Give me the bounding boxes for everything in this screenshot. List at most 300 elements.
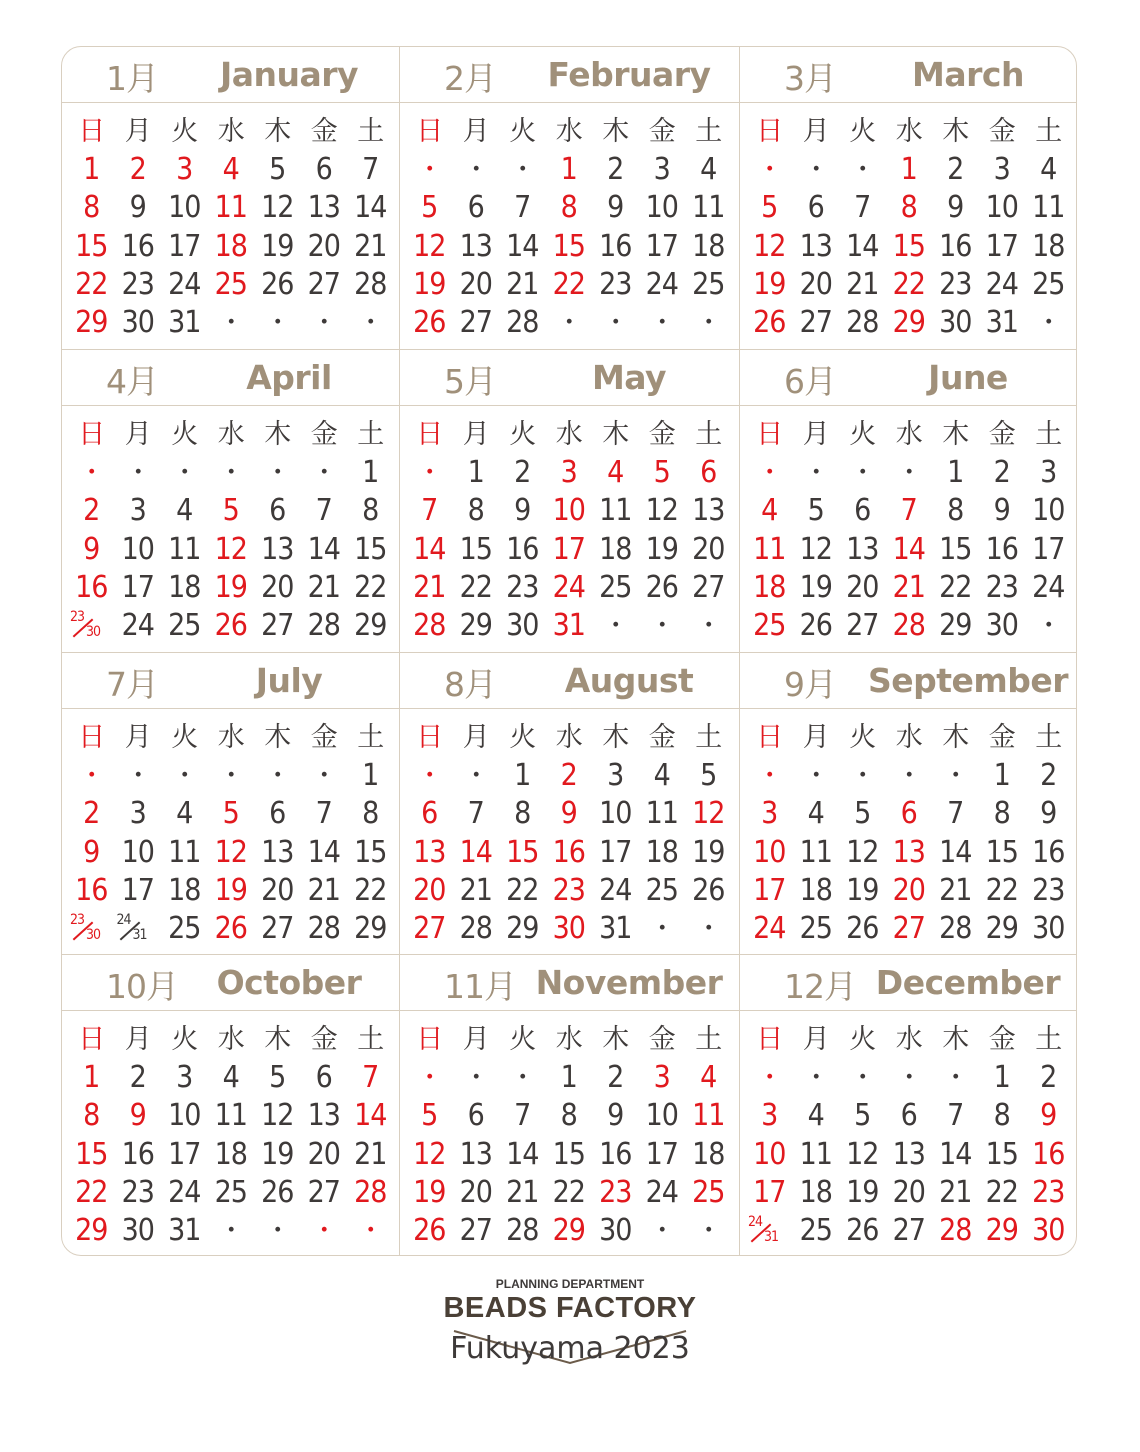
day-cell: 23 [552, 872, 585, 908]
day-cell: 31 [599, 911, 632, 947]
day-cell: 13 [799, 228, 832, 264]
week-row [406, 531, 732, 569]
week-row [68, 757, 394, 795]
day-cell: 21 [307, 569, 340, 605]
day-cell: 25 [214, 1174, 247, 1210]
day-cell: 26 [261, 1174, 294, 1210]
weekday-label: 水 [895, 419, 922, 450]
day-cell: 16 [939, 228, 972, 264]
day-cell: 30 [552, 911, 585, 947]
month-header [400, 653, 739, 709]
day-cell: 8 [467, 493, 484, 529]
day-cell: 13 [307, 190, 340, 226]
month-header [740, 955, 1077, 1011]
day-cell: 19 [753, 266, 786, 302]
day-cell: 26 [645, 569, 678, 605]
empty-day-dot: ・ [1035, 308, 1061, 339]
day-cell: 7 [362, 1060, 379, 1095]
weekday-label: 木 [264, 419, 291, 450]
day-cell: 13 [692, 493, 725, 529]
month-december [740, 955, 1077, 1256]
day-cell: 15 [354, 834, 387, 870]
day-cell: 12 [413, 1136, 446, 1172]
day-cell: 10 [121, 834, 154, 870]
day-cell: 6 [269, 796, 286, 832]
day-cell: 23 30 [70, 609, 101, 641]
day-cell: 1 [83, 1060, 100, 1095]
day-cell: 1 [362, 758, 379, 793]
weekday-label: 火 [509, 116, 536, 147]
month-january [62, 47, 400, 350]
day-cell: 9 [607, 1098, 624, 1134]
month-number: 7月 [106, 665, 158, 704]
weekday-label: 木 [942, 419, 969, 450]
month-number: 10月 [106, 967, 178, 1006]
day-cell: 29 [939, 608, 972, 644]
day-cell: 18 [799, 1174, 832, 1210]
empty-day-dot: ・ [695, 1216, 721, 1247]
empty-day-dot: ・ [602, 611, 628, 642]
weekday-header-row [68, 113, 394, 151]
day-cell: 12 [846, 1136, 879, 1172]
calendar-grid [61, 46, 1077, 1256]
day-cell: 6 [900, 796, 917, 832]
weekday-label: 火 [509, 722, 536, 753]
weekday-header-row [406, 1021, 732, 1059]
day-cell: 7 [514, 190, 531, 226]
day-cell: 15 [354, 531, 387, 567]
day-cell: 24 31 [748, 1214, 779, 1246]
day-cell: 10 [753, 834, 786, 870]
day-cell: 15 [985, 834, 1018, 870]
weekday-label: 金 [648, 116, 675, 147]
weekday-label: 金 [310, 722, 337, 753]
day-cell: 26 [846, 1213, 879, 1249]
day-cell: 21 [354, 228, 387, 264]
day-cell: 28 [506, 1213, 539, 1249]
day-cell: 17 [599, 834, 632, 870]
day-cell: 9 [1040, 1098, 1057, 1134]
day-cell: 13 [459, 228, 492, 264]
week-row [746, 151, 1072, 189]
day-cell: 11 [799, 834, 832, 870]
day-cell: 21 [892, 569, 925, 605]
weekday-header-row [746, 719, 1072, 757]
day-cell: 2 [607, 152, 624, 187]
day-cell: 26 [413, 1213, 446, 1249]
weekday-label: 木 [942, 1024, 969, 1055]
month-number: 9月 [784, 665, 836, 704]
location-year: Fukuyama 2023 [450, 1331, 690, 1366]
weekday-label: 土 [1035, 722, 1062, 753]
day-cell: 25 [214, 266, 247, 302]
day-cell: 5 [421, 190, 438, 226]
weekday-label: 木 [264, 116, 291, 147]
empty-day-dot: ・ [311, 458, 337, 488]
day-cell: 4 [700, 1060, 717, 1095]
weekday-label: 水 [895, 1024, 922, 1055]
week-row [68, 1136, 394, 1174]
empty-day-dot: ・ [649, 1216, 675, 1247]
week-row [746, 795, 1072, 833]
weekday-label: 水 [217, 116, 244, 147]
month-name: June [928, 358, 1008, 397]
weekday-label: 月 [802, 722, 829, 753]
weekday-label: 水 [555, 722, 582, 753]
day-cell: 27 [307, 1174, 340, 1210]
day-cell: 1 [83, 152, 100, 187]
day-cell: 16 [121, 228, 154, 264]
empty-day-dot: ・ [649, 914, 675, 945]
day-cell: 4 [607, 455, 624, 490]
day-cell: 28 [354, 266, 387, 302]
weekday-label: 日 [78, 419, 105, 450]
empty-day-dot: ・ [416, 458, 442, 488]
day-cell: 4 [761, 493, 778, 529]
week-row [406, 1212, 732, 1250]
day-cell: 25 [645, 872, 678, 908]
day-cell: 5 [761, 190, 778, 226]
day-cell: 7 [854, 190, 871, 226]
empty-day-dot: ・ [803, 458, 829, 488]
day-cell: 8 [362, 796, 379, 832]
weekday-label: 火 [509, 419, 536, 450]
day-cell: 27 [692, 569, 725, 605]
day-cell: 18 [214, 228, 247, 264]
weekday-label: 日 [78, 722, 105, 753]
day-cell: 20 [459, 1174, 492, 1210]
month-name: April [246, 358, 332, 397]
month-number: 3月 [784, 59, 836, 98]
day-cell: 21 [459, 872, 492, 908]
day-cell: 3 [761, 1098, 778, 1134]
day-cell: 27 [892, 911, 925, 947]
day-cell: 5 [421, 1098, 438, 1134]
day-cell: 16 [599, 228, 632, 264]
empty-day-dot: ・ [695, 611, 721, 642]
weekday-label: 金 [648, 722, 675, 753]
day-cell: 8 [560, 1098, 577, 1134]
day-cell: 18 [168, 872, 201, 908]
day-cell: 12 [214, 531, 247, 567]
day-cell: 24 [645, 266, 678, 302]
day-cell: 19 [214, 872, 247, 908]
weekday-label: 金 [310, 1024, 337, 1055]
day-cell: 6 [700, 455, 717, 490]
day-cell: 3 [653, 1060, 670, 1095]
day-cell: 4 [653, 758, 670, 793]
day-cell: 23 30 [70, 912, 101, 944]
week-row [746, 1136, 1072, 1174]
day-cell: 12 [214, 834, 247, 870]
day-cell: 13 [459, 1136, 492, 1172]
day-cell: 9 [607, 190, 624, 226]
day-cell: 13 [892, 834, 925, 870]
day-cell: 16 [552, 834, 585, 870]
day-cell: 3 [176, 152, 193, 187]
month-march [740, 47, 1077, 350]
weekday-label: 日 [756, 116, 783, 147]
day-cell: 24 [1032, 569, 1065, 605]
day-cell: 28 [307, 608, 340, 644]
day-cell: 23 [1032, 1174, 1065, 1210]
day-cell: 28 [846, 305, 879, 341]
day-cell: 8 [83, 1098, 100, 1134]
week-row [68, 228, 394, 266]
weekday-header-row [746, 1021, 1072, 1059]
day-cell: 4 [807, 796, 824, 832]
day-cell: 18 [645, 834, 678, 870]
weekday-label: 木 [264, 1024, 291, 1055]
day-cell: 15 [939, 531, 972, 567]
empty-day-dot: ・ [416, 761, 442, 791]
day-cell: 28 [939, 911, 972, 947]
day-cell: 11 [168, 531, 201, 567]
weekday-label: 木 [942, 722, 969, 753]
day-cell: 14 [354, 1098, 387, 1134]
week-row [68, 189, 394, 227]
day-cell: 6 [854, 493, 871, 529]
month-may [400, 350, 740, 653]
empty-day-dot: ・ [756, 458, 782, 488]
week-row [746, 531, 1072, 569]
day-cell: 4 [176, 493, 193, 529]
day-cell: 15 [75, 228, 108, 264]
empty-day-dot: ・ [171, 458, 197, 488]
weekday-header-row [406, 416, 732, 454]
weekday-label: 月 [124, 419, 151, 450]
empty-day-dot: ・ [556, 308, 582, 339]
weekday-label: 水 [555, 116, 582, 147]
day-cell: 2 [83, 493, 100, 529]
day-cell: 15 [552, 228, 585, 264]
day-cell: 30 [599, 1213, 632, 1249]
month-header [62, 47, 399, 103]
day-cell: 7 [362, 152, 379, 187]
day-cell: 4 [222, 152, 239, 187]
empty-day-dot: ・ [803, 1063, 829, 1093]
week-row [746, 1174, 1072, 1212]
weekday-header-row [746, 113, 1072, 151]
day-cell: 9 [993, 493, 1010, 529]
week-row [406, 834, 732, 872]
month-october [62, 955, 400, 1256]
day-cell: 14 [413, 531, 446, 567]
day-cell: 9 [560, 796, 577, 832]
day-cell: 1 [467, 455, 484, 490]
day-cell: 2 [993, 455, 1010, 490]
day-cell: 17 [121, 872, 154, 908]
empty-day-dot: ・ [416, 155, 442, 185]
day-cell: 1 [514, 758, 531, 793]
week-row [68, 1174, 394, 1212]
empty-day-dot: ・ [264, 458, 290, 488]
weekday-label: 月 [802, 116, 829, 147]
day-cell: 2 [129, 152, 146, 187]
month-number: 2月 [444, 59, 496, 98]
day-cell: 22 [354, 569, 387, 605]
day-cell: 4 [1040, 152, 1057, 187]
empty-day-dot: ・ [849, 761, 875, 791]
weekday-label: 水 [555, 419, 582, 450]
week-row [68, 266, 394, 304]
day-cell: 1 [560, 1060, 577, 1095]
day-cell: 6 [269, 493, 286, 529]
empty-day-dot: ・ [357, 1216, 383, 1247]
weekday-label: 水 [217, 1024, 244, 1055]
day-cell: 5 [222, 493, 239, 529]
day-cell: 26 [692, 872, 725, 908]
week-row [68, 454, 394, 492]
day-cell: 29 [75, 1213, 108, 1249]
weekday-label: 金 [988, 722, 1015, 753]
day-cell: 24 [645, 1174, 678, 1210]
weekday-label: 土 [1035, 419, 1062, 450]
day-cell: 8 [514, 796, 531, 832]
empty-day-dot: ・ [849, 155, 875, 185]
day-cell: 22 [939, 569, 972, 605]
day-cell: 19 [645, 531, 678, 567]
empty-day-dot: ・ [1035, 611, 1061, 642]
month-name: November [535, 963, 723, 1002]
day-cell: 8 [900, 190, 917, 226]
week-row [406, 1097, 732, 1135]
day-cell: 2 [129, 1060, 146, 1095]
day-cell: 2 [947, 152, 964, 187]
day-cell: 3 [129, 493, 146, 529]
week-row [68, 834, 394, 872]
day-cell: 24 [753, 911, 786, 947]
day-cell: 23 [121, 266, 154, 302]
day-cell: 5 [653, 455, 670, 490]
empty-day-dot: ・ [896, 458, 922, 488]
day-cell: 21 [506, 1174, 539, 1210]
day-cell: 31 [552, 608, 585, 644]
day-cell: 21 [307, 872, 340, 908]
day-cell: 21 [354, 1136, 387, 1172]
empty-day-dot: ・ [78, 761, 104, 791]
empty-day-dot: ・ [803, 155, 829, 185]
day-cell: 6 [900, 1098, 917, 1134]
day-cell: 23 [506, 569, 539, 605]
weekday-label: 日 [78, 116, 105, 147]
weekday-label: 火 [171, 722, 198, 753]
day-cell: 7 [514, 1098, 531, 1134]
month-june [740, 350, 1077, 653]
empty-day-dot: ・ [756, 155, 782, 185]
day-cell: 4 [807, 1098, 824, 1134]
day-cell: 15 [506, 834, 539, 870]
week-row [746, 1097, 1072, 1135]
day-cell: 9 [514, 493, 531, 529]
day-cell: 20 [307, 228, 340, 264]
week-row [406, 454, 732, 492]
day-cell: 27 [846, 608, 879, 644]
day-cell: 19 [846, 1174, 879, 1210]
day-cell: 28 [354, 1174, 387, 1210]
week-row [406, 266, 732, 304]
week-row [406, 872, 732, 910]
day-cell: 26 [261, 266, 294, 302]
week-row [746, 1059, 1072, 1097]
month-number: 11月 [444, 967, 516, 1006]
day-cell: 6 [467, 190, 484, 226]
week-row [68, 795, 394, 833]
empty-day-dot: ・ [218, 308, 244, 339]
day-cell: 26 [214, 911, 247, 947]
day-cell: 19 [214, 569, 247, 605]
day-cell: 9 [83, 834, 100, 870]
week-row [746, 757, 1072, 795]
day-cell: 12 [692, 796, 725, 832]
day-cell: 5 [854, 796, 871, 832]
empty-day-dot: ・ [756, 1063, 782, 1093]
day-cell: 20 [261, 569, 294, 605]
week-row [406, 304, 732, 342]
day-cell: 15 [75, 1136, 108, 1172]
day-cell: 5 [807, 493, 824, 529]
day-cell: 7 [315, 493, 332, 529]
day-cell: 22 [552, 1174, 585, 1210]
day-cell: 13 [261, 531, 294, 567]
weekday-label: 木 [602, 419, 629, 450]
month-header [62, 955, 399, 1011]
day-cell: 16 [1032, 1136, 1065, 1172]
weekday-label: 水 [217, 722, 244, 753]
week-row [746, 189, 1072, 227]
week-row [68, 910, 394, 948]
weekday-label: 火 [509, 1024, 536, 1055]
day-cell: 20 [459, 266, 492, 302]
day-cell: 11 [753, 531, 786, 567]
day-cell: 10 [985, 190, 1018, 226]
empty-day-dot: ・ [416, 1063, 442, 1093]
day-cell: 4 [222, 1060, 239, 1095]
empty-day-dot: ・ [171, 761, 197, 791]
day-cell: 18 [214, 1136, 247, 1172]
day-cell: 26 [753, 305, 786, 341]
weekday-label: 金 [988, 1024, 1015, 1055]
month-name: March [912, 55, 1024, 94]
empty-day-dot: ・ [942, 761, 968, 791]
weekday-label: 金 [310, 419, 337, 450]
week-row [746, 910, 1072, 948]
day-cell: 9 [129, 190, 146, 226]
month-name: September [867, 661, 1069, 700]
weekday-label: 木 [602, 116, 629, 147]
month-header [400, 350, 739, 406]
month-number: 6月 [784, 362, 836, 401]
day-cell: 14 [846, 228, 879, 264]
weekday-label: 日 [756, 722, 783, 753]
day-cell: 30 [985, 608, 1018, 644]
day-cell: 3 [560, 455, 577, 490]
weekday-label: 水 [555, 1024, 582, 1055]
weekday-label: 月 [124, 722, 151, 753]
week-row [746, 1212, 1072, 1250]
week-row [68, 872, 394, 910]
weekday-label: 月 [462, 419, 489, 450]
day-cell: 30 [1032, 1213, 1065, 1249]
day-cell: 19 [692, 834, 725, 870]
week-row [746, 569, 1072, 607]
day-cell: 6 [467, 1098, 484, 1134]
month-header [400, 47, 739, 103]
weekday-label: 火 [849, 419, 876, 450]
weekday-label: 日 [78, 1024, 105, 1055]
day-cell: 21 [506, 266, 539, 302]
empty-day-dot: ・ [942, 1063, 968, 1093]
